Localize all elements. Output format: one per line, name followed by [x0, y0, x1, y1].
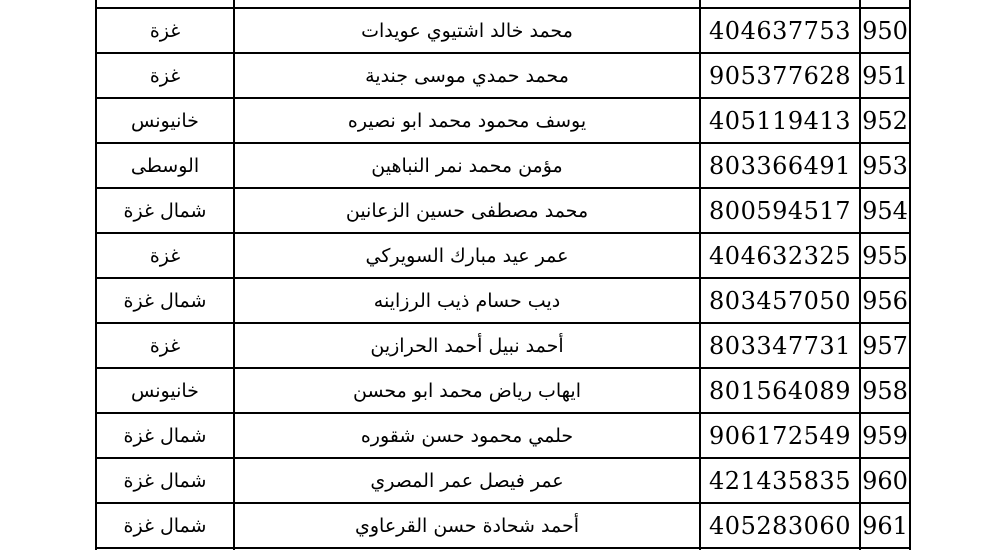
name-cell: أحمد نبيل أحمد الحرازين — [234, 323, 700, 368]
table-row — [96, 278, 910, 323]
region-cell: شمال غزة — [96, 188, 234, 233]
name-cell: عمر عيد مبارك السويركي — [234, 233, 700, 278]
table-row — [96, 143, 910, 188]
name-cell: أحمد شحادة حسن القرعاوي — [234, 503, 700, 548]
id-number-cell: 906172549 — [700, 413, 860, 458]
region-cell: خانيونس — [96, 98, 234, 143]
name-cell: عمر فيصل عمر المصري — [234, 458, 700, 503]
id-number-cell: 404637753 — [700, 8, 860, 53]
serial-number-cell: 952 — [860, 98, 910, 143]
id-number-cell — [700, 0, 860, 8]
table-row — [96, 368, 910, 413]
serial-number-cell: 955 — [860, 233, 910, 278]
region-cell — [96, 0, 234, 8]
name-cell: حلمي محمود حسن شقوره — [234, 413, 700, 458]
table-row — [96, 413, 910, 458]
table-row — [96, 0, 910, 8]
region-cell: غزة — [96, 323, 234, 368]
table-body — [96, 0, 910, 550]
serial-number-cell: 951 — [860, 53, 910, 98]
id-number-cell: 803347731 — [700, 323, 860, 368]
region-cell: خانيونس — [96, 368, 234, 413]
name-cell: ايهاب رياض محمد ابو محسن — [234, 368, 700, 413]
name-cell: ديب حسام ذيب الرزاينه — [234, 278, 700, 323]
serial-number-cell — [860, 0, 910, 8]
region-cell: شمال غزة — [96, 278, 234, 323]
region-cell: غزة — [96, 8, 234, 53]
id-number-cell: 801564089 — [700, 368, 860, 413]
table-row — [96, 503, 910, 548]
name-cell: محمد حمدي موسى جندية — [234, 53, 700, 98]
serial-number-cell: 958 — [860, 368, 910, 413]
table-row — [96, 458, 910, 503]
serial-number-cell: 961 — [860, 503, 910, 548]
serial-number-cell: 959 — [860, 413, 910, 458]
name-cell: مؤمن محمد نمر النباهين — [234, 143, 700, 188]
region-cell: الوسطى — [96, 143, 234, 188]
serial-number-cell: 957 — [860, 323, 910, 368]
id-number-cell: 421435835 — [700, 458, 860, 503]
id-number-cell: 404632325 — [700, 233, 860, 278]
serial-number-cell: 954 — [860, 188, 910, 233]
serial-number-cell: 956 — [860, 278, 910, 323]
name-cell: محمد خالد اشتيوي عويدات — [234, 8, 700, 53]
region-cell: غزة — [96, 233, 234, 278]
id-number-cell: 405283060 — [700, 503, 860, 548]
id-number-cell: 405119413 — [700, 98, 860, 143]
id-number-cell: 905377628 — [700, 53, 860, 98]
name-cell: محمد مصطفى حسين الزعانين — [234, 188, 700, 233]
id-number-cell: 803457050 — [700, 278, 860, 323]
name-cell: يوسف محمود محمد ابو نصيره — [234, 98, 700, 143]
names-table — [95, 0, 911, 550]
table-row — [96, 53, 910, 98]
serial-number-cell: 953 — [860, 143, 910, 188]
table-row — [96, 233, 910, 278]
region-cell: شمال غزة — [96, 413, 234, 458]
table-row — [96, 98, 910, 143]
table-row — [96, 188, 910, 233]
region-cell: غزة — [96, 53, 234, 98]
id-number-cell: 803366491 — [700, 143, 860, 188]
serial-number-cell: 950 — [860, 8, 910, 53]
table-row — [96, 323, 910, 368]
serial-number-cell: 960 — [860, 458, 910, 503]
region-cell: شمال غزة — [96, 458, 234, 503]
region-cell: شمال غزة — [96, 503, 234, 548]
name-cell — [234, 0, 700, 8]
id-number-cell: 800594517 — [700, 188, 860, 233]
table-row — [96, 8, 910, 53]
